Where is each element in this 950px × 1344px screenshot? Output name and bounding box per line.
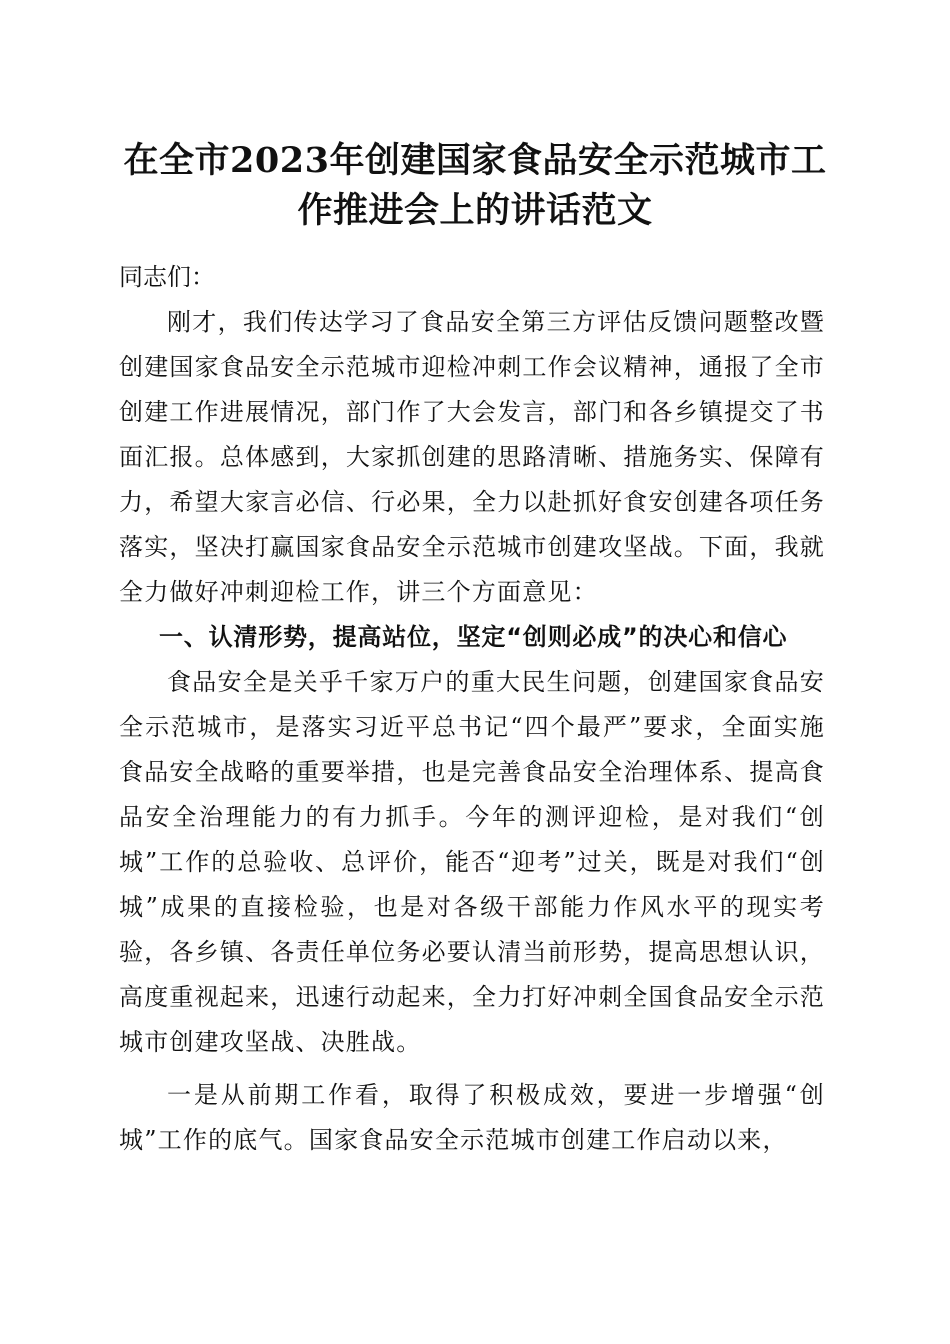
- section-paragraph: 食品安全是关乎千家万户的重大民生问题，创建国家食品安全示范城市，是落实习近平总书记“四个最严”要求，全面实施食品安全战略的重要举措，也是完善食品安全治理体系、提高食品安全治理能力的有力抓手。今年的测评迎检，是对我们“创城”工作的总验收、总评价，能否“迎考”过关，既是对我们“创城”成果的直接检验，也是对各级干部能力作风水平的现实考验，各乡镇、各责任单位务必要认清当前形势，提高思想认识，高度重视起来，迅速行动起来，全力打好冲刺全国食品安全示范城市创建攻坚战、决胜战。: [119, 668, 825, 1056]
- document-title: 在全市2023年创建国家食品安全示范城市工作推进会上的讲话范文: [123, 140, 827, 231]
- document-body: [119, 255, 825, 1163]
- salutation: 同志们：: [119, 263, 215, 291]
- section-paragraph: 一是从前期工作看，取得了积极成效，要进一步增强“创城”工作的底气。国家食品安全示范城市创建工作启动以来，: [119, 1081, 825, 1154]
- intro-paragraph: 刚才，我们传达学习了食品安全第三方评估反馈问题整改暨创建国家食品安全示范城市迎检冲刺工作会议精神，通报了全市创建工作进展情况，部门作了大会发言，部门和各乡镇提交了书面汇报。总体感到，大家抓创建的思路清晰、措施务实、保障有力，希望大家言必信、行必果，全力以赴抓好食安创建各项任务落实，坚决打赢国家食品安全示范城市创建攻坚战。下面，我就全力做好冲刺迎检工作，讲三个方面意见：: [119, 308, 825, 606]
- section-heading: 一、认清形势，提高站位，坚定“创则必成”的决心和信心: [159, 623, 788, 651]
